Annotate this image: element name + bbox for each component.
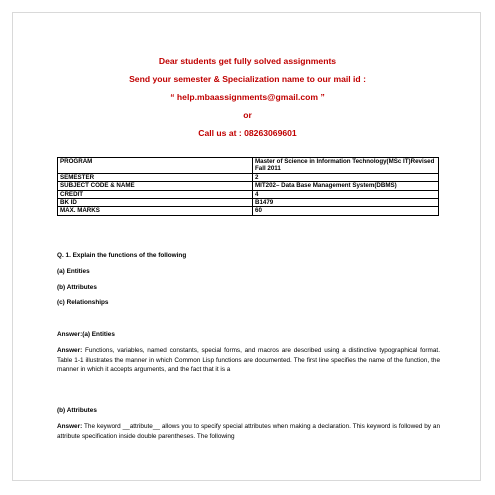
table-value: MIT202– Data Base Management System(DBMS) <box>253 182 439 190</box>
answer-b-label: Answer: <box>57 423 83 430</box>
table-key: SUBJECT CODE & NAME <box>58 182 253 190</box>
answer-a-body <box>57 346 440 375</box>
table-value: 60 <box>253 207 439 215</box>
question-title: Q. 1. Explain the functions of the following <box>57 252 187 259</box>
table-key: SEMESTER <box>58 173 253 181</box>
table-row <box>58 190 439 198</box>
table-value: B1479 <box>253 199 439 207</box>
answer-a-paragraph <box>57 346 440 375</box>
answer-b-heading: (b) Attributes <box>57 407 97 414</box>
header-line-offer: Dear students get fully solved assignments <box>158 56 337 66</box>
question-item-attributes: (b) Attributes <box>57 284 97 291</box>
table-row <box>58 182 439 190</box>
header-line-phone: Call us at : 08263069601 <box>198 128 297 138</box>
contact-header <box>0 52 495 142</box>
table-key: CREDIT <box>58 190 253 198</box>
table-key: MAX. MARKS <box>58 207 253 215</box>
header-line-or: or <box>243 110 252 120</box>
answer-b-text: The keyword __attribute__ allows you to specify special attributes when making a declaration. This keyword is followed by an attribute specification inside double parentheses. The following <box>57 423 440 440</box>
course-info-table <box>57 157 439 216</box>
table-key: PROGRAM <box>58 158 253 174</box>
table-key: BK ID <box>58 199 253 207</box>
answer-a-text: Functions, variables, named constants, special forms, and macros are described using a distinctive typographical format. Table 1-1 illustrates the manner in which Common Lisp functions are documented. The first line specifies the name of the function, the manner in which it accepts arguments, and the fact that it is a <box>57 347 440 374</box>
header-line-send: Send your semester & Specialization name to our mail id : <box>129 74 366 84</box>
question-item-entities: (a) Entities <box>57 268 90 275</box>
header-line-email: “ help.mbaassignments@gmail.com ” <box>170 92 325 102</box>
table-row <box>58 199 439 207</box>
table-row <box>58 158 439 174</box>
answer-a-heading: Answer:(a) Entities <box>57 331 115 338</box>
question-item-relationships: (c) Relationships <box>57 299 109 306</box>
answer-b-paragraph <box>57 422 440 441</box>
answer-b-body <box>57 422 440 441</box>
table-value: Master of Science in Information Technology(MSc IT)Revised Fall 2011 <box>253 158 439 174</box>
table-row <box>58 173 439 181</box>
table-value: 4 <box>253 190 439 198</box>
table-row <box>58 207 439 215</box>
table-value: 2 <box>253 173 439 181</box>
answer-a-label: Answer: <box>57 347 83 354</box>
